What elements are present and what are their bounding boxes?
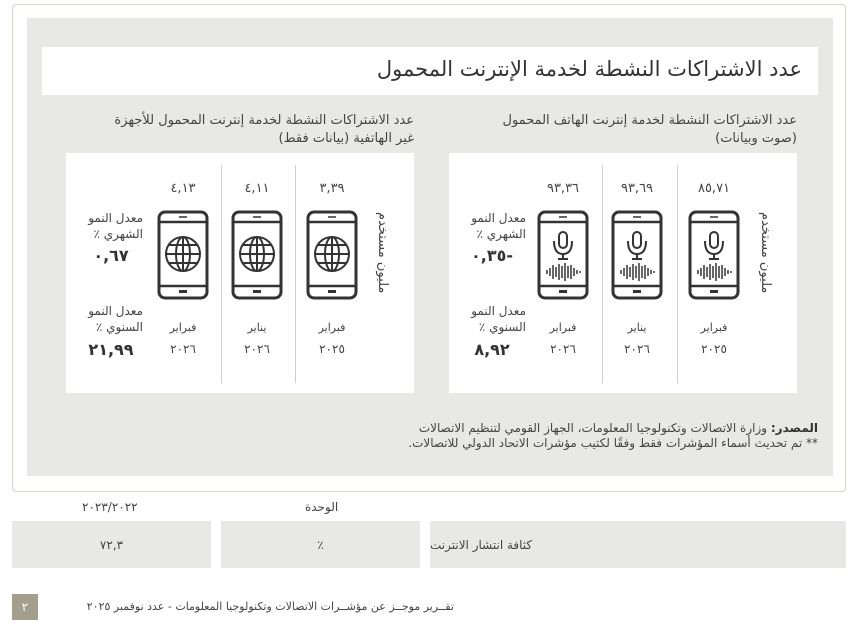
microphone-icon bbox=[611, 210, 663, 300]
indicator-name: كثافة انتشار الانترنت bbox=[430, 537, 533, 552]
mobile-year-2: ٢٠٢٦ bbox=[624, 342, 650, 356]
data-month-3: فبراير bbox=[169, 321, 197, 334]
source-label: المصدر: bbox=[770, 421, 818, 435]
footer-text: تقــرير موجــز عن مؤشــرات الاتصالات وتكنولوجيا المعلومات - عدد نوفمبر ٢٠٢٥ bbox=[86, 600, 454, 613]
mobile-annual-rate-label: معدل النمو السنوي ٪ bbox=[471, 304, 526, 334]
data-value-feb-2026: ٤,١٣ bbox=[170, 181, 196, 196]
data-value-feb-2025: ٣,٣٩ bbox=[319, 181, 345, 196]
mobile-monthly-rate-label: معدل النمو الشهري ٪ bbox=[471, 211, 526, 241]
globe-icon bbox=[157, 210, 209, 300]
data-monthly-rate-label: معدل النمو الشهري ٪ bbox=[88, 211, 143, 241]
page-title: عدد الاشتراكات النشطة لخدمة الإنترنت المحمول bbox=[376, 57, 802, 81]
mobile-year-1: ٢٠٢٥ bbox=[701, 342, 727, 356]
data-value-jan-2026: ٤,١١ bbox=[244, 181, 270, 196]
mobile-section-title-line1: عدد الاشتراكات النشطة لخدمة إنترنت الهاتف المحمول bbox=[502, 113, 797, 128]
data-section-title-line2: غير الهاتفية (بيانات فقط) bbox=[278, 131, 414, 146]
data-section-title bbox=[114, 112, 414, 148]
microphone-icon bbox=[537, 210, 589, 300]
data-month-1: فبراير bbox=[318, 321, 346, 334]
globe-icon bbox=[306, 210, 358, 300]
data-year-2: ٢٠٢٦ bbox=[244, 342, 270, 356]
divider bbox=[221, 165, 222, 383]
table-cell-unit: ٪ bbox=[221, 521, 420, 568]
mobile-unit-label: مليون مستخدم bbox=[758, 212, 773, 294]
source-note bbox=[408, 421, 818, 451]
divider bbox=[602, 165, 603, 383]
mobile-section-title bbox=[503, 112, 797, 148]
mobile-month-1: فبراير bbox=[700, 321, 728, 334]
page-number: ٢ bbox=[12, 594, 38, 620]
data-year-1: ٢٠٢٥ bbox=[319, 342, 345, 356]
table-cell-value: ٧٢,٣ bbox=[12, 521, 211, 568]
mobile-month-3: فبراير bbox=[549, 321, 577, 334]
table-header-year: ٢٠٢٣/٢٠٢٢ bbox=[82, 500, 138, 514]
data-month-2: يناير bbox=[247, 321, 267, 334]
data-monthly-rate-value: ٠,٦٧ bbox=[93, 246, 129, 265]
mobile-value-jan-2026: ٩٣,٦٩ bbox=[620, 181, 654, 196]
divider bbox=[677, 165, 678, 383]
table-cell-indicator bbox=[430, 521, 846, 568]
data-year-3: ٢٠٢٦ bbox=[170, 342, 196, 356]
data-section-title-line1: عدد الاشتراكات النشطة لخدمة إنترنت المحمول للأجهزة bbox=[114, 113, 414, 128]
indicator-note: ** تم تحديث أسماء المؤشرات فقط وفقًا لكتيب مؤشرات الاتحاد الدولي للاتصالات. bbox=[408, 436, 818, 450]
mobile-month-2: يناير bbox=[627, 321, 647, 334]
microphone-icon bbox=[688, 210, 740, 300]
title-bar bbox=[42, 47, 818, 95]
table-header-unit: الوحدة bbox=[305, 500, 339, 514]
data-unit-label: مليون مستخدم bbox=[375, 212, 390, 294]
source-text: وزارة الاتصالات وتكنولوجيا المعلومات، الجهاز القومي لتنظيم الاتصالات bbox=[418, 421, 771, 435]
globe-icon bbox=[231, 210, 283, 300]
mobile-value-feb-2025: ٨٥,٧١ bbox=[697, 181, 731, 196]
mobile-year-3: ٢٠٢٦ bbox=[550, 342, 576, 356]
mobile-monthly-rate-value: ٠,٣٥- bbox=[470, 246, 513, 265]
divider bbox=[295, 165, 296, 383]
mobile-value-feb-2026: ٩٣,٣٦ bbox=[546, 181, 580, 196]
mobile-annual-rate-value: ٨,٩٢ bbox=[474, 340, 510, 359]
data-annual-rate-label: معدل النمو السنوي ٪ bbox=[88, 304, 143, 334]
mobile-section-title-line2: (صوت وبيانات) bbox=[715, 131, 797, 146]
data-annual-rate-value: ٢١,٩٩ bbox=[88, 340, 134, 359]
